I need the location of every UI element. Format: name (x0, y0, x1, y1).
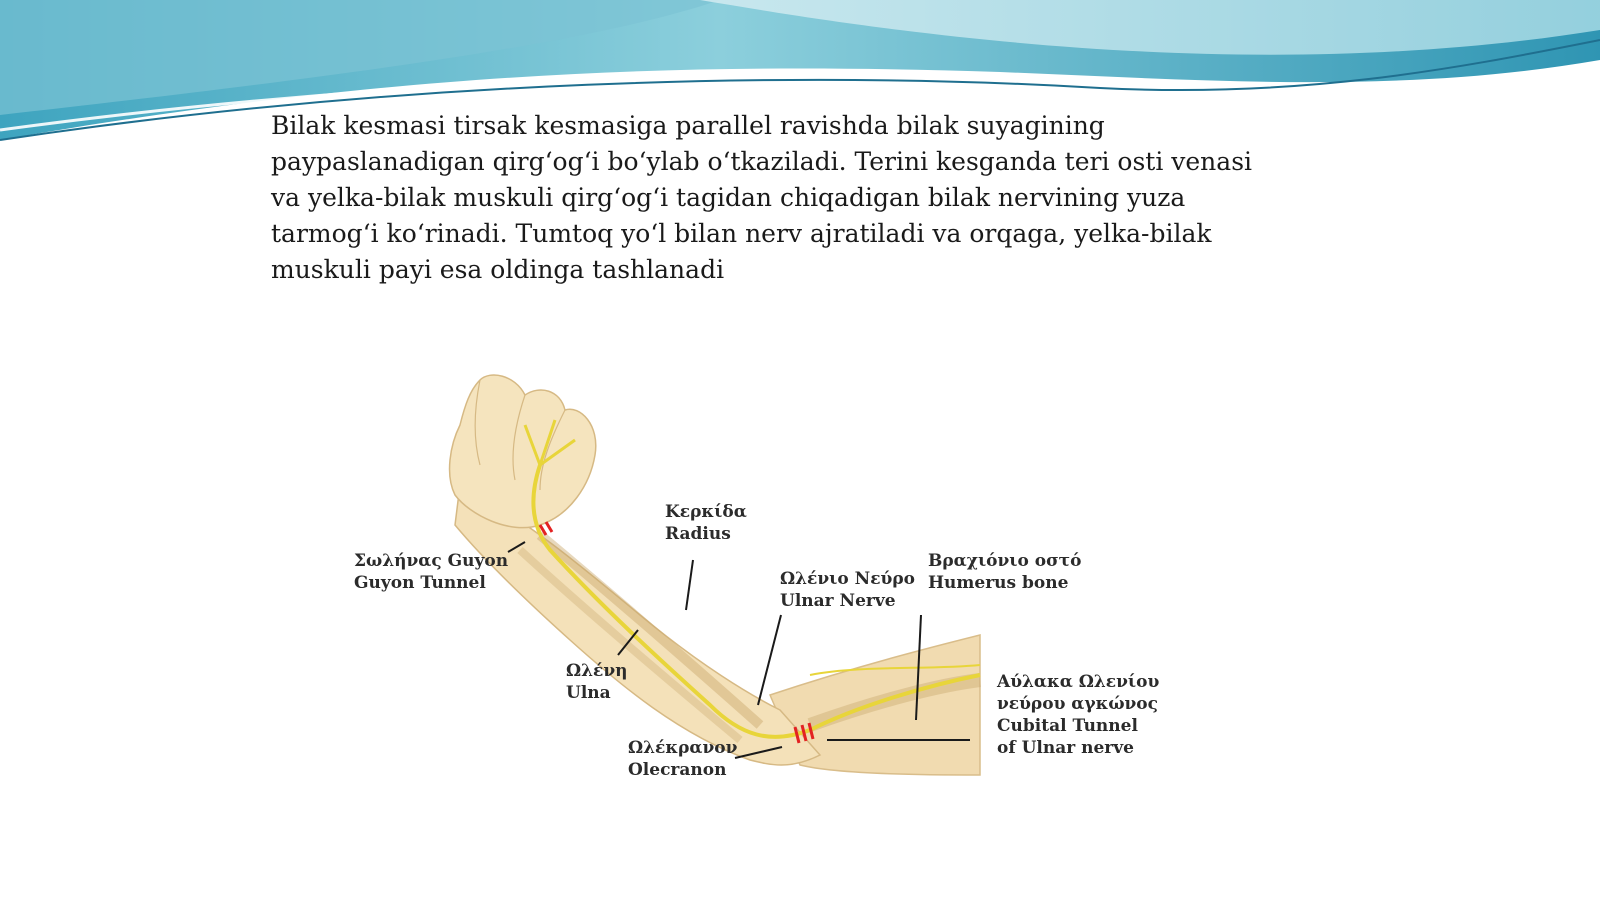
label-radius: Κερκίδα Radius (665, 502, 747, 544)
label-ulnar-nerve: Ωλένιο Νεύρο Ulnar Nerve (780, 569, 915, 611)
label-humerus-bone: Βραχιόνιο οστό Humerus bone (928, 551, 1082, 593)
label-guyon-tunnel: Σωλήνας Guyon Guyon Tunnel (354, 551, 509, 593)
arm-anatomy-figure (340, 365, 1180, 815)
label-olecranon: Ωλέκρανον Olecranon (628, 738, 738, 780)
label-ulna: Ωλένη Ulna (566, 661, 628, 703)
slide-body-text: Bilak kesmasi tirsak kesmasiga parallel ravishda bilak suyagining paypaslanadigan qirg‘og‘i bo‘ylab o‘tkaziladi. Terini kesganda teri osti venasi va yelka-bilak muskuli qirg‘og‘i tagidan chiqadigan bilak nervining yuza tarmog‘i ko‘rinadi. Tumtoq yo‘l bilan nerv ajratiladi va orqaga, yelka-bilak muskuli payi esa oldinga tashlanadi (271, 111, 1253, 284)
label-cubital-tunnel: Αύλακα Ωλενίου νεύρου αγκώνος Cubital Tunnel of Ulnar nerve (997, 672, 1160, 758)
